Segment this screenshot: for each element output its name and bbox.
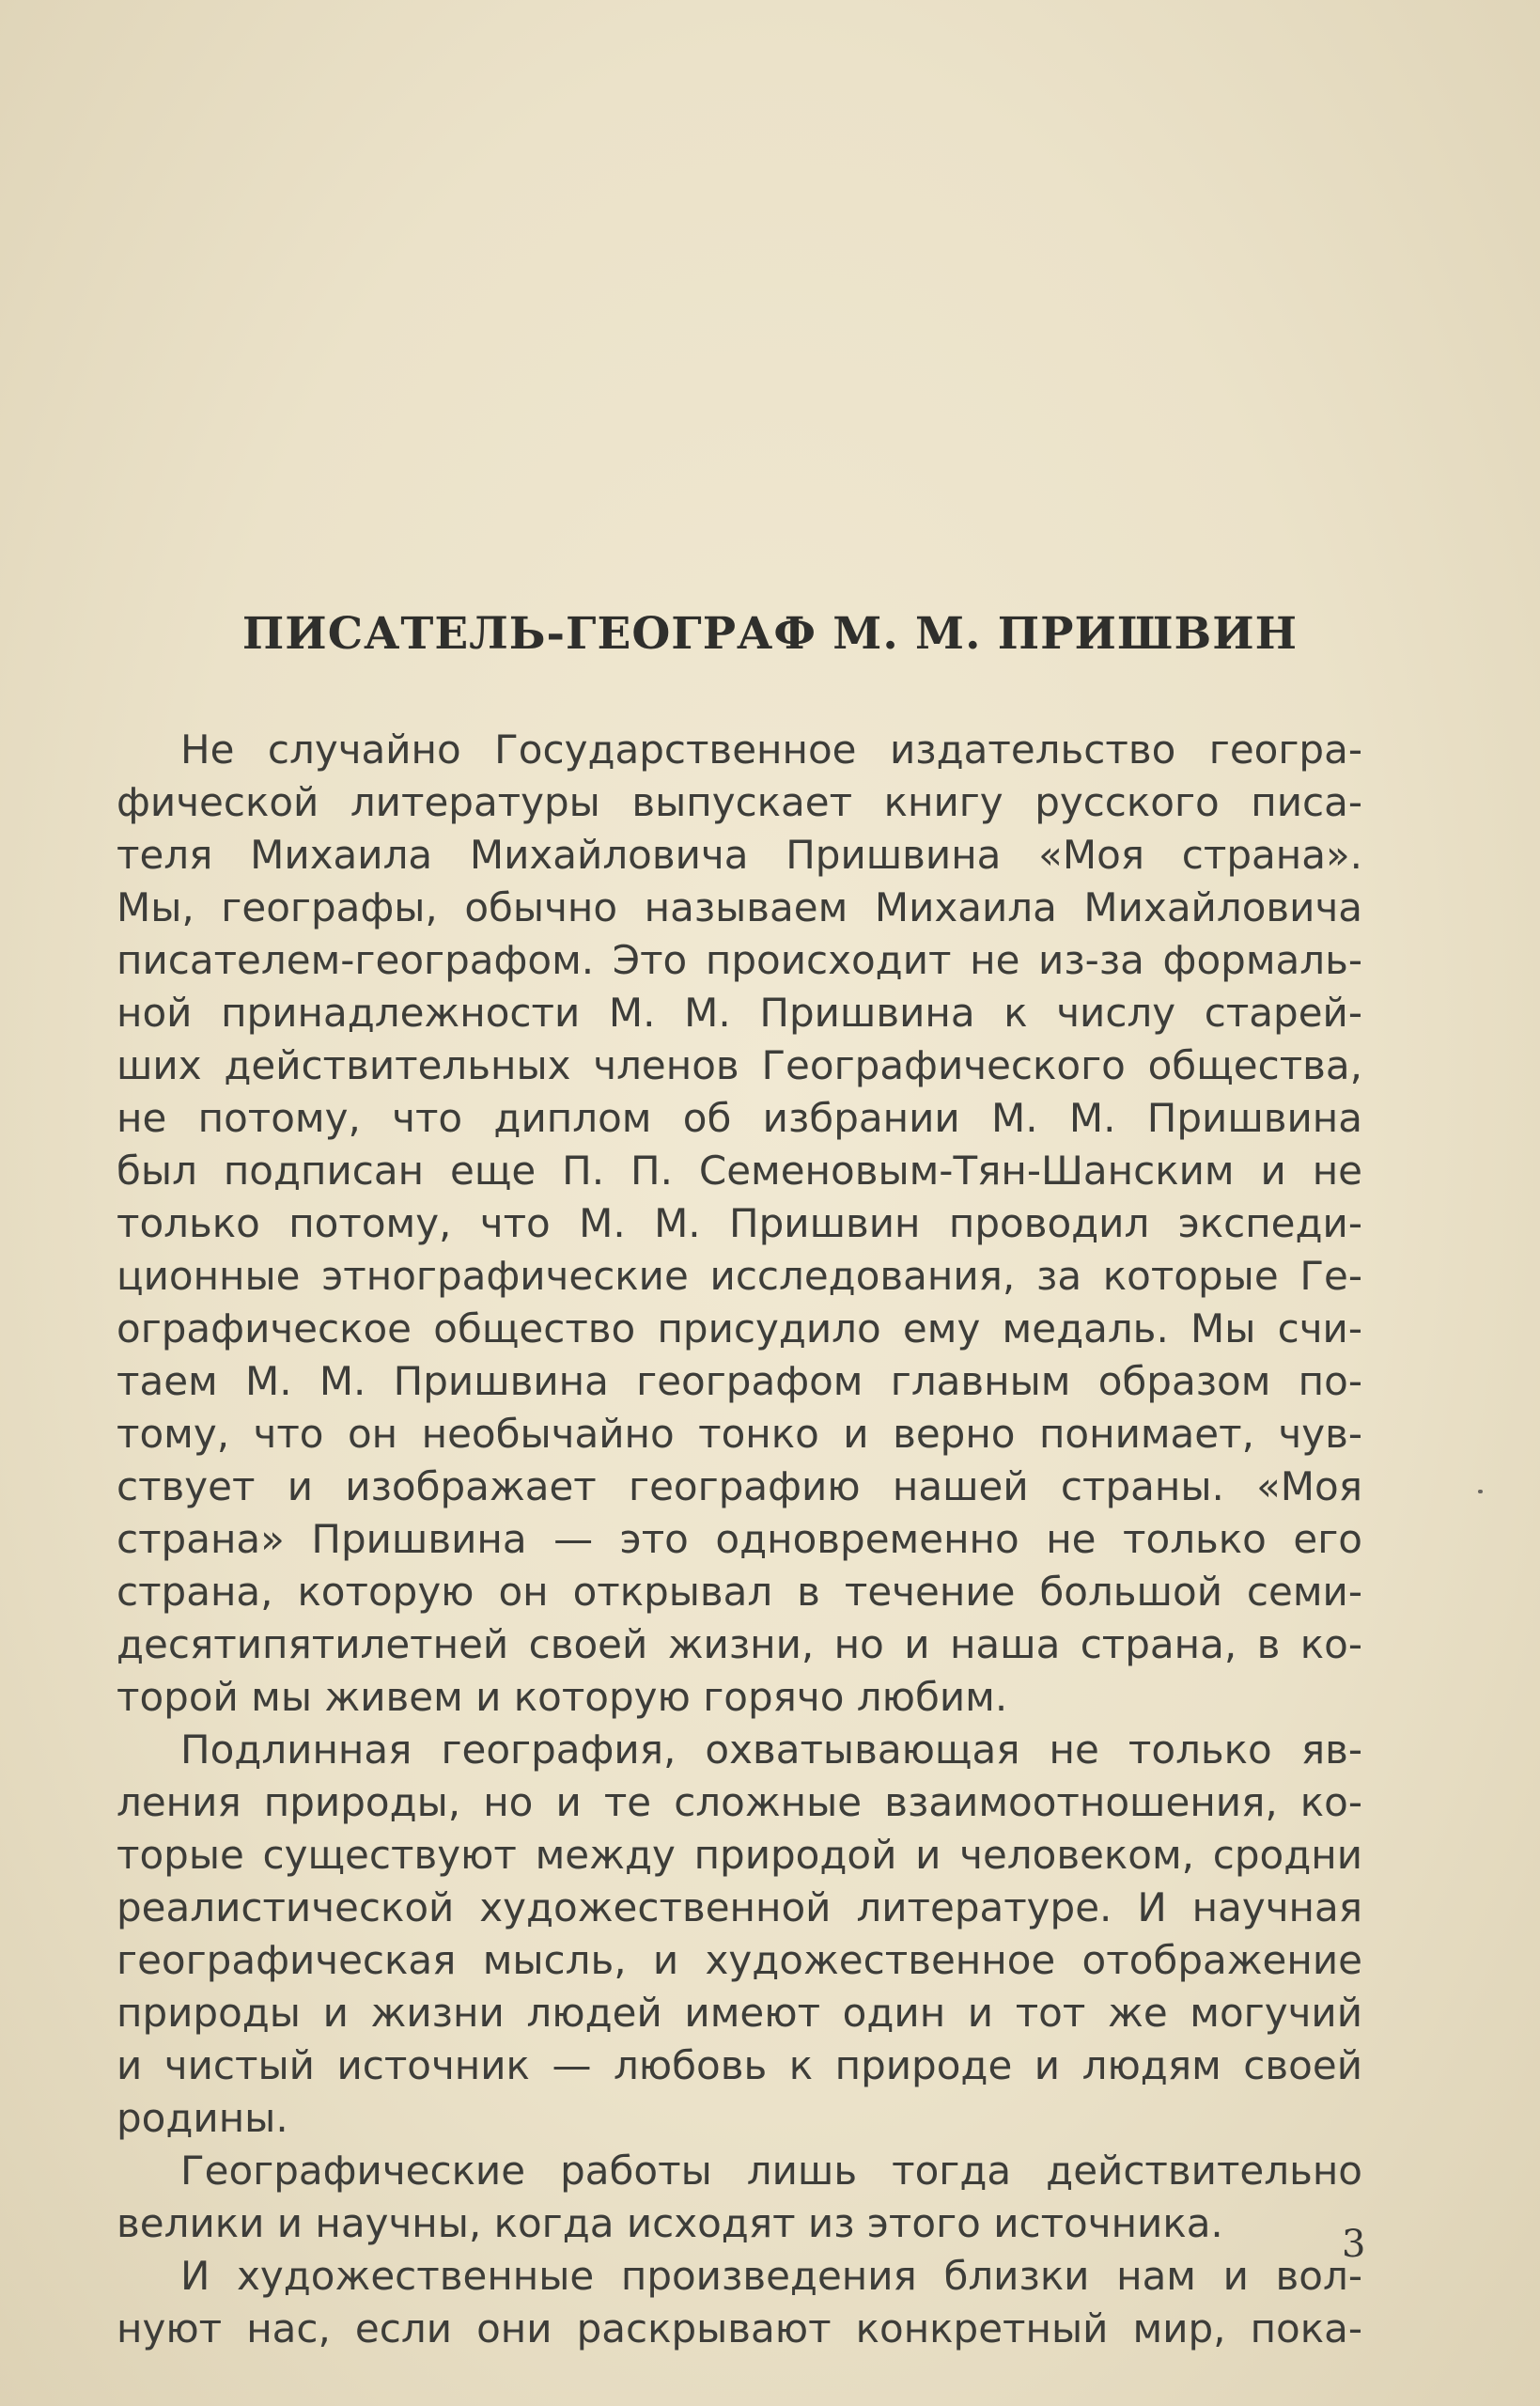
text-line: ографическое общество присудило ему медаль. Мы счи- — [117, 1305, 1362, 1351]
text-line: И художественные произведения близки нам и вол- — [180, 2253, 1362, 2299]
text-line: и чистый источник — любовь к природе и людям своей — [117, 2042, 1362, 2088]
paragraph — [117, 1724, 1362, 2145]
text-line: ционные этнографические исследования, за которые Ге- — [117, 1253, 1362, 1299]
text-line: писателем-географом. Это происходит не из-за формаль- — [117, 937, 1362, 983]
paragraph — [117, 2250, 1362, 2355]
text-line: Географические работы лишь тогда действительно — [180, 2148, 1362, 2194]
paper-speck — [1478, 1490, 1483, 1493]
text-line: географическая мысль, и художественное отображение — [117, 1937, 1362, 1983]
text-line: велики и научны, когда исходят из этого источника. — [117, 2200, 1223, 2246]
body-text — [117, 724, 1362, 2355]
text-line: не потому, что диплом об избрании М. М. Пришвина — [117, 1095, 1362, 1141]
text-line: был подписан еще П. П. Семеновым-Тян-Шанским и не — [117, 1148, 1362, 1194]
text-line: страна» Пришвина — это одновременно не только его — [117, 1516, 1362, 1562]
text-line: ствует и изображает географию нашей страны. «Моя — [117, 1463, 1362, 1509]
text-line: фической литературы выпускает книгу русского писа- — [117, 779, 1362, 825]
text-line: родины. — [117, 2095, 288, 2141]
paragraph — [117, 2145, 1362, 2250]
text-line: теля Михаила Михайловича Пришвина «Моя страна». — [117, 832, 1362, 878]
text-line: Мы, географы, обычно называем Михаила Михайловича — [117, 884, 1362, 930]
text-line: нуют нас, если они раскрывают конкретный мир, пока- — [117, 2305, 1362, 2351]
text-line: Не случайно Государственное издательство геогра- — [180, 726, 1362, 773]
paragraph — [117, 724, 1362, 1724]
text-line: только потому, что М. М. Пришвин проводил экспеди- — [117, 1200, 1362, 1246]
text-line: торые существуют между природой и человеком, сродни — [117, 1832, 1362, 1878]
text-line: ших действительных членов Географического общества, — [117, 1042, 1362, 1088]
text-line: Подлинная география, охватывающая не только яв- — [180, 1726, 1362, 1773]
text-line: ления природы, но и те сложные взаимоотношения, ко- — [117, 1779, 1362, 1825]
text-line: торой мы живем и которую горячо любим. — [117, 1674, 1008, 1720]
text-line: тому, что он необычайно тонко и верно понимает, чув- — [117, 1411, 1362, 1457]
text-line: природы и жизни людей имеют один и тот же могучий — [117, 1990, 1362, 2036]
chapter-title: ПИСАТЕЛЬ-ГЕОГРАФ М. М. ПРИШВИН — [241, 608, 1299, 660]
text-line: страна, которую он открывал в течение большой семи- — [117, 1569, 1362, 1615]
text-line: таем М. М. Пришвина географом главным образом по- — [117, 1358, 1362, 1404]
page-number: 3 — [1342, 2223, 1366, 2266]
text-line: десятипятилетней своей жизни, но и наша страна, в ко- — [117, 1621, 1362, 1667]
text-line: реалистической художественной литературе. И научная — [117, 1884, 1362, 1930]
text-line: ной принадлежности М. М. Пришвина к числу старей- — [117, 990, 1362, 1036]
